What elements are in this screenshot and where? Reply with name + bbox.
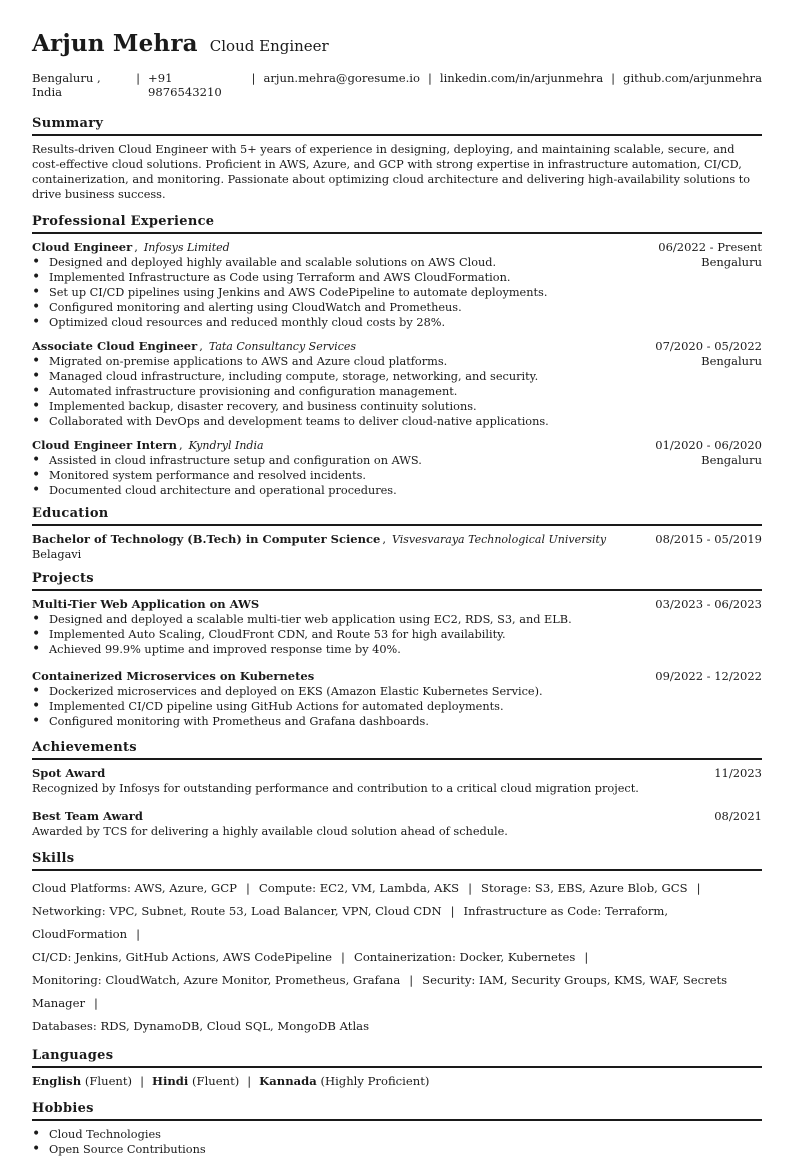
project-entry	[32, 669, 762, 729]
job-bullet: • Designed and deployed highly available and scalable solutions on AWS Cloud.	[32, 255, 762, 270]
project-bullets	[32, 684, 762, 729]
project-dates: 03/2023 - 06/2023	[655, 597, 762, 611]
education-title-group	[32, 532, 606, 547]
achievement-header-row	[32, 809, 762, 824]
education-header-row	[32, 532, 762, 547]
job-title: Cloud Engineer	[32, 240, 133, 254]
contact-item: github.com/arjunmehra	[623, 71, 762, 85]
job-title: Cloud Engineer Intern	[32, 438, 177, 452]
skill-group: CI/CD: Jenkins, GitHub Actions, AWS CodePipeline	[32, 950, 333, 964]
project-bullet: • Configured monitoring with Prometheus and Grafana dashboards.	[32, 714, 762, 729]
candidate-name: Arjun Mehra	[32, 30, 198, 57]
candidate-headline: Cloud Engineer	[209, 37, 329, 55]
job-dates: 07/2020 - 05/2022	[655, 339, 762, 353]
skills-line	[32, 900, 762, 946]
section-title-education: Education	[32, 506, 762, 526]
projects-list	[32, 597, 762, 729]
projects-section	[32, 571, 762, 729]
experience-title-group	[32, 240, 230, 255]
experience-entry	[32, 339, 762, 429]
education-dates: 08/2015 - 05/2019	[655, 532, 762, 546]
comma-separator: ,	[134, 240, 138, 254]
skill-group: Compute: EC2, VM, Lambda, AKS	[258, 881, 460, 895]
experience-entry	[32, 438, 762, 498]
contact-separator: |	[136, 71, 140, 85]
skills-line	[32, 946, 762, 969]
job-bullets	[32, 453, 762, 498]
job-bullet: • Assisted in cloud infrastructure setup and configuration on AWS.	[32, 453, 762, 468]
experience-body	[32, 255, 762, 330]
skills-list	[32, 877, 762, 1038]
skills-separator: |	[94, 996, 98, 1010]
language-name: Hindi	[152, 1074, 189, 1088]
contact-line	[32, 71, 762, 99]
language-name: English	[32, 1074, 82, 1088]
degree-name: Bachelor of Technology (B.Tech) in Computer Science	[32, 532, 381, 546]
contact-item: Bengaluru , India	[32, 71, 101, 99]
section-title-languages: Languages	[32, 1048, 762, 1068]
skills-line	[32, 1015, 762, 1038]
job-bullet: • Documented cloud architecture and operational procedures.	[32, 483, 762, 498]
contact-item: arjun.mehra@goresume.io	[263, 71, 420, 85]
section-title-summary: Summary	[32, 116, 762, 136]
section-title-achievements: Achievements	[32, 740, 762, 760]
education-section	[32, 506, 762, 562]
language-separator: |	[247, 1074, 252, 1088]
resume-page	[32, 0, 762, 1157]
company-name: Tata Consultancy Services	[208, 340, 357, 353]
achievement-name: Spot Award	[32, 766, 106, 780]
comma-separator: ,	[382, 532, 386, 546]
achievement-date: 11/2023	[714, 766, 762, 780]
project-header-row	[32, 597, 762, 612]
company-name: Infosys Limited	[143, 241, 230, 254]
contact-separator: |	[611, 71, 616, 85]
job-bullet: • Implemented Infrastructure as Code using Terraform and AWS CloudFormation.	[32, 270, 762, 285]
contact-item: linkedin.com/in/arjunmehra	[439, 71, 604, 85]
project-name: Containerized Microservices on Kubernetes	[32, 669, 315, 683]
project-name: Multi-Tier Web Application on AWS	[32, 597, 260, 611]
project-bullets	[32, 612, 762, 657]
skill-group: Databases: RDS, DynamoDB, Cloud SQL, MongoDB Atlas	[32, 1019, 370, 1033]
skill-group: Cloud Platforms: AWS, Azure, GCP	[32, 881, 237, 895]
skill-group: Infrastructure as Code: Terraform, CloudFormation	[32, 904, 669, 941]
experience-title-group	[32, 339, 356, 354]
skills-section	[32, 851, 762, 1038]
skills-separator: |	[136, 927, 141, 941]
education-entry	[32, 532, 762, 562]
skills-separator: |	[245, 881, 250, 895]
experience-list	[32, 240, 762, 498]
skill-group: Storage: S3, EBS, Azure Blob, GCS	[481, 881, 688, 895]
skill-group: Containerization: Docker, Kubernetes	[353, 950, 576, 964]
experience-header-row	[32, 240, 762, 255]
resume-header	[32, 30, 762, 57]
job-bullet: • Managed cloud infrastructure, including compute, storage, networking, and security.	[32, 369, 762, 384]
skills-line	[32, 969, 762, 1015]
company-name: Kyndryl India	[188, 439, 264, 452]
project-bullet: • Implemented Auto Scaling, CloudFront CDN, and Route 53 for high availability.	[32, 627, 762, 642]
language-name: Kannada	[259, 1074, 317, 1088]
job-bullet: • Optimized cloud resources and reduced monthly cloud costs by 28%.	[32, 315, 762, 330]
job-bullets	[32, 255, 762, 330]
skills-line	[32, 877, 762, 900]
skill-group: Networking: VPC, Subnet, Route 53, Load Balancer, VPN, Cloud CDN	[32, 904, 442, 918]
experience-body	[32, 453, 762, 498]
experience-header-row	[32, 438, 762, 453]
job-location: Bengaluru	[701, 255, 762, 269]
experience-title-group	[32, 438, 264, 453]
job-dates: 06/2022 - Present	[658, 240, 762, 254]
project-bullet: • Designed and deployed a scalable multi-tier web application using EC2, RDS, S3, and ELB.	[32, 612, 762, 627]
achievements-section	[32, 740, 762, 839]
summary-section	[32, 116, 762, 202]
hobby-item: • Open Source Contributions	[32, 1142, 762, 1157]
language-level: (Fluent)	[84, 1074, 133, 1088]
job-bullet: • Collaborated with DevOps and development teams to deliver cloud-native applications.	[32, 414, 762, 429]
project-bullet: • Achieved 99.9% uptime and improved response time by 40%.	[32, 642, 762, 657]
education-location: Belagavi	[32, 548, 82, 561]
hobbies-section	[32, 1101, 762, 1157]
hobby-item: • Cloud Technologies	[32, 1127, 762, 1142]
job-title: Associate Cloud Engineer	[32, 339, 198, 353]
achievement-entry	[32, 809, 762, 839]
job-bullet: • Set up CI/CD pipelines using Jenkins and AWS CodePipeline to automate deployments.	[32, 285, 762, 300]
section-title-experience: Professional Experience	[32, 214, 762, 234]
contact-separator: |	[427, 71, 432, 85]
job-bullets	[32, 354, 762, 429]
job-bullet: • Monitored system performance and resolved incidents.	[32, 468, 762, 483]
section-title-skills: Skills	[32, 851, 762, 871]
comma-separator: ,	[178, 438, 183, 452]
achievements-list	[32, 766, 762, 839]
summary-text: Results-driven Cloud Engineer with 5+ years of experience in designing, deploying, and maintaining scalable, secure, and cost-effective cloud solutions. Proficient in AWS, Azure, and GCP with strong expertise in infrastructure automation, CI/CD, containerization, and monitoring. Passionate about optimizing cloud architecture and delivering high-availability solutions to drive business success.	[32, 143, 751, 201]
skills-separator: |	[468, 881, 472, 895]
job-bullet: • Migrated on-premise applications to AWS and Azure cloud platforms.	[32, 354, 762, 369]
project-header-row	[32, 669, 762, 684]
job-bullet: • Implemented backup, disaster recovery, and business continuity solutions.	[32, 399, 762, 414]
job-dates: 01/2020 - 06/2020	[655, 438, 762, 452]
achievement-description: Awarded by TCS for delivering a highly available cloud solution ahead of schedule.	[32, 825, 508, 838]
skills-separator: |	[409, 973, 414, 987]
experience-section	[32, 214, 762, 498]
project-bullet: • Implemented CI/CD pipeline using GitHub Actions for automated deployments.	[32, 699, 762, 714]
skills-separator: |	[341, 950, 345, 964]
achievement-description: Recognized by Infosys for outstanding performance and contribution to a critical cloud migration project.	[32, 782, 639, 795]
section-title-hobbies: Hobbies	[32, 1101, 762, 1121]
achievement-date: 08/2021	[714, 809, 762, 823]
contact-item: +91 9876543210	[148, 71, 222, 99]
skill-group: Monitoring: CloudWatch, Azure Monitor, Prometheus, Grafana	[32, 973, 401, 987]
languages-list	[32, 1074, 762, 1088]
language-level: (Fluent)	[192, 1074, 240, 1088]
contact-separator: |	[251, 71, 256, 85]
experience-header-row	[32, 339, 762, 354]
project-dates: 09/2022 - 12/2022	[655, 669, 762, 683]
comma-separator: ,	[199, 339, 203, 353]
section-title-projects: Projects	[32, 571, 762, 591]
achievement-entry	[32, 766, 762, 796]
language-level: (Highly Proficient)	[320, 1074, 430, 1088]
languages-section	[32, 1048, 762, 1088]
language-separator: |	[140, 1074, 144, 1088]
skills-separator: |	[450, 904, 455, 918]
hobbies-list	[32, 1127, 762, 1157]
project-entry	[32, 597, 762, 657]
experience-body	[32, 354, 762, 429]
skills-separator: |	[696, 881, 701, 895]
job-bullet: • Automated infrastructure provisioning and configuration management.	[32, 384, 762, 399]
job-location: Bengaluru	[701, 453, 762, 467]
job-bullet: • Configured monitoring and alerting using CloudWatch and Prometheus.	[32, 300, 762, 315]
achievement-name: Best Team Award	[32, 809, 143, 823]
experience-entry	[32, 240, 762, 330]
job-location: Bengaluru	[701, 354, 762, 368]
skill-group: Security: IAM, Security Groups, KMS, WAF, Secrets Manager	[32, 973, 728, 1010]
school-name: Visvesvaraya Technological University	[391, 533, 607, 546]
education-list	[32, 532, 762, 562]
project-bullet: • Dockerized microservices and deployed on EKS (Amazon Elastic Kubernetes Service).	[32, 684, 762, 699]
skills-separator: |	[584, 950, 589, 964]
achievement-header-row	[32, 766, 762, 781]
